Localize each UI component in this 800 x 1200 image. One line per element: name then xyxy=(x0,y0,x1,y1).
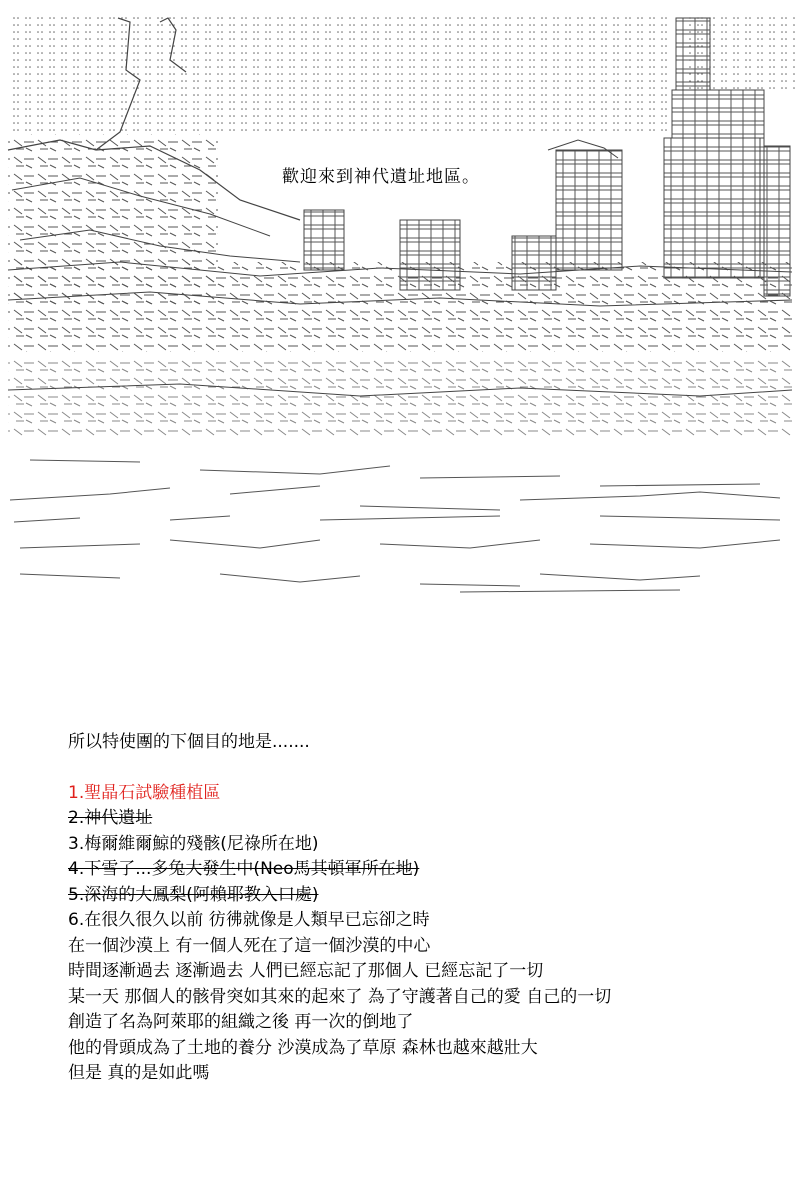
option-3: 3.梅爾維爾鯨的殘骸(尼祿所在地) xyxy=(68,833,319,854)
option-5: 5.深海的大鳳梨(阿賴耶教入口處) xyxy=(68,884,319,905)
option-2: 2.神代遺址 xyxy=(68,808,153,828)
story-line-6: 他的骨頭成為了土地的養分 沙漠成為了草原 森林也越來越壯大 xyxy=(68,1037,538,1058)
story-line-3: 時間逐漸過去 逐漸過去 人們已經忘記了那個人 已經忘記了一切 xyxy=(68,961,544,981)
story-line-7: 但是 真的是如此嗎 xyxy=(68,1063,210,1083)
sky-texture xyxy=(8,14,668,132)
story-text xyxy=(68,730,788,1087)
intro-line: 所以特使團的下個目的地是....... xyxy=(68,732,310,752)
ground-lines xyxy=(10,460,780,592)
story-line-4: 某一天 那個人的骸骨突如其來的起來了 為了守護著自己的愛 自己的一切 xyxy=(68,986,612,1007)
story-line-5: 創造了名為阿萊耶的組織之後 再一次的倒地了 xyxy=(68,1012,414,1032)
story-line-1: 6.在很久很久以前 彷彿就像是人類早已忘卻之時 xyxy=(68,910,430,930)
option-4: 4.下雪了...多兔大發生中(Neo馬其頓軍所在地) xyxy=(68,859,420,879)
debris-strip xyxy=(8,356,792,436)
scene-caption: 歡迎來到神代遺址地區。 xyxy=(282,167,480,187)
spacer xyxy=(68,756,788,781)
option-1: 1.聖晶石試驗種植區 xyxy=(68,782,221,803)
rubble-band xyxy=(8,262,792,352)
story-line-2: 在一個沙漠上 有一個人死在了這一個沙漠的中心 xyxy=(68,935,431,956)
